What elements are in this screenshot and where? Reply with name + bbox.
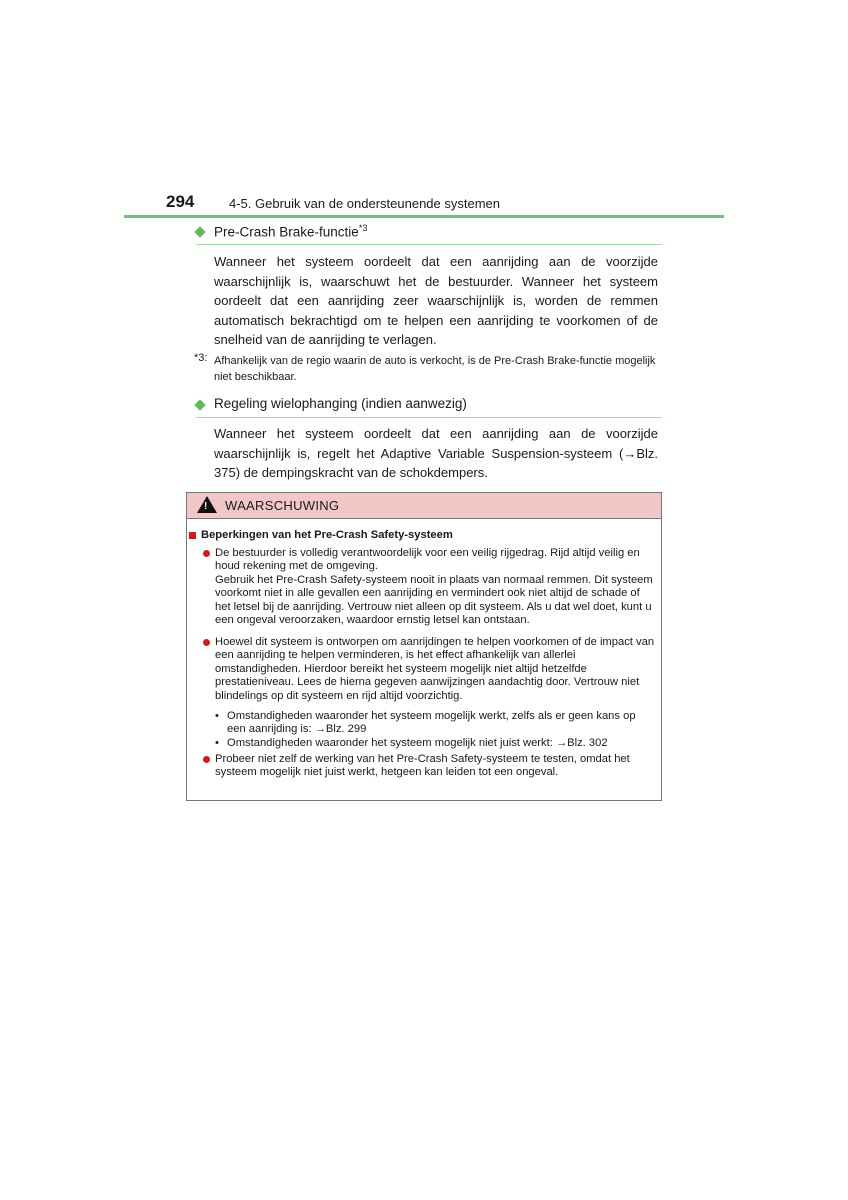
- section-paragraph: Wanneer het systeem oordeelt dat een aanrijding aan de voorzijde waarschijnlijk is, waarschuwt het de bestuurder. Wanneer het systeem oordeelt dat een aanrijding zeer waarschijnlijk is, worden de remmen automatisch bekrachtigd om te helpen een aanrijding te voorkomen of de snelheid van de aanrijding te verlagen.: [214, 254, 658, 347]
- warning-bullet: [215, 753, 655, 780]
- section-title: Regeling wielophanging (indien aanwezig): [214, 396, 467, 411]
- red-dot-icon: [203, 756, 210, 763]
- warning-subbullet: [215, 737, 655, 750]
- section-title: Pre-Crash Brake-functie$^{*3}$: [214, 223, 368, 240]
- section-paragraph: Wanneer het systeem oordeelt dat een aanrijding aan de voorzijde waarschijnlijk is, regelt het Adaptive Variable Suspension-systeem (→Blz. 375) de dempingskracht van de schokdempers.: [214, 426, 658, 480]
- red-dot-icon: [203, 550, 210, 557]
- page-number: 294: [166, 192, 195, 211]
- bullet-text: De bestuurder is volledig verantwoordelijk voor een veilig rijgedrag. Rijd altijd veilig en houd rekening met de omgeving.: [215, 547, 640, 573]
- diamond-bullet-icon: [194, 226, 205, 237]
- warning-box: [186, 492, 662, 801]
- bullet-text: Hoewel dit systeem is ontworpen om aanrijdingen te helpen voorkomen of de impact van een aanrijding te helpen verminderen, is het effect afhankelijk van allerlei omstandigheden. Hierdoor bereikt het systeem mogelijk niet altijd hetzelfde prestatieniveau. Lees de hierna gegeven aanwijzingen aandachtig door. Vertrouw niet blindelings op dit systeem en rijd altijd voorzichtig.: [215, 636, 655, 702]
- header-rule: [124, 215, 724, 218]
- warning-subheading: Beperkingen van het Pre-Crash Safety-systeem: [201, 529, 453, 542]
- footnote-text: Afhankelijk van de regio waarin de auto is verkocht, is de Pre-Crash Brake-functie mogelijk niet beschikbaar.: [214, 355, 656, 383]
- small-dot-icon: •: [215, 710, 219, 722]
- red-dot-icon: [203, 639, 210, 646]
- warning-header: [187, 493, 661, 519]
- section-pre-crash-brake: [196, 222, 662, 245]
- subbullet-text: Omstandigheden waaronder het systeem mogelijk werkt, zelfs als er geen kans op een aanrijding is: →Blz. 299: [227, 710, 636, 736]
- warning-title: WAARSCHUWING: [225, 498, 340, 513]
- superscript: *3: [358, 223, 368, 233]
- chapter-title: 4-5. Gebruik van de ondersteunende systemen: [229, 196, 501, 211]
- bullet-text: Gebruik het Pre-Crash Safety-systeem nooit in plaats van normaal remmen. Dit systeem voorkomt niet in alle gevallen een aanrijding en vermindert ook niet altijd de schade of het letsel bij de aanrijding. Vertrouw niet alleen op dit systeem. Als u dat wel doet, kunt u een ongeval veroorzaken, waardoor ernstig letsel kan ontstaan.: [215, 573, 653, 627]
- diamond-bullet-icon: [194, 399, 205, 410]
- exclamation-icon: !: [204, 501, 208, 512]
- warning-bullet: [215, 547, 655, 627]
- section-heading: [196, 395, 662, 418]
- bullet-text: Probeer niet zelf de werking van het Pre-Crash Safety-systeem te testen, omdat het systeem mogelijk niet juist werkt, hetgeen kan leiden tot een ongeval.: [215, 753, 630, 779]
- subbullet-text: Omstandigheden waaronder het systeem mogelijk niet juist werkt: →Blz. 302: [227, 737, 608, 749]
- warning-subbullet: [215, 710, 655, 737]
- footnote-mark: *3:: [194, 352, 208, 364]
- page-header: [124, 192, 724, 218]
- section-heading: [196, 222, 662, 245]
- warning-bullet: [215, 636, 655, 703]
- red-square-icon: [189, 532, 196, 539]
- small-dot-icon: •: [215, 737, 219, 749]
- section-wielophanging: [196, 395, 662, 418]
